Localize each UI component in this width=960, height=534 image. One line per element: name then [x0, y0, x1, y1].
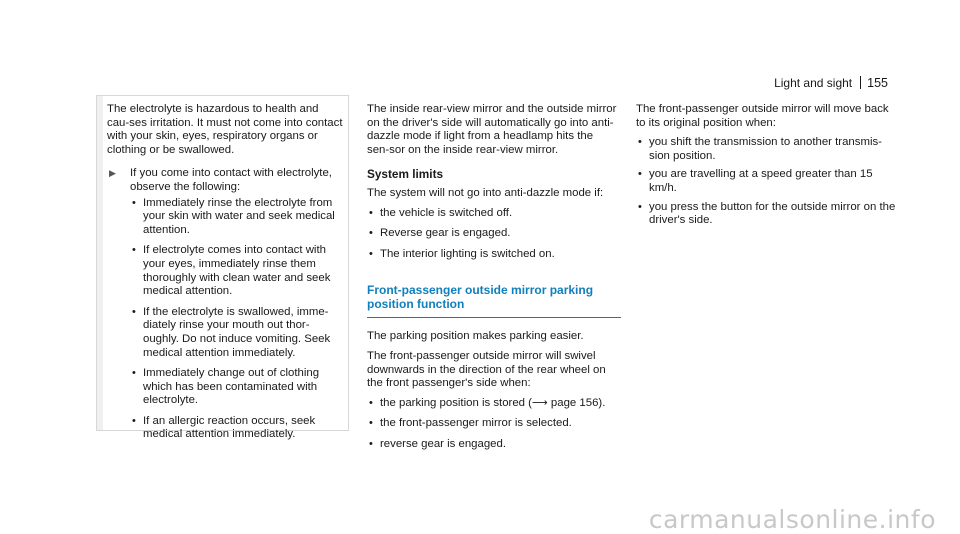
list-item: • If an allergic reaction occurs, seek medical attention immediately.	[130, 415, 343, 442]
warning-action	[107, 167, 343, 449]
list-item: • Immediately rinse the electrolyte from your skin with water and seek medical attention.	[130, 197, 343, 238]
watermark: carmanualsonline.info	[648, 505, 936, 534]
move-back-list	[636, 136, 896, 228]
move-back-intro: The front-passenger outside mirror will move back to its original position when:	[636, 103, 889, 129]
header-divider	[860, 76, 861, 89]
list-item: • the front-passenger mirror is selected.	[367, 417, 617, 431]
list-item-text: the parking position is stored (	[380, 396, 532, 409]
list-item	[367, 397, 617, 411]
anti-dazzle-paragraph: The inside rear-view mirror and the outside mirror on the driver's side will automatically go into anti-dazzle mode if light from a headlamp hits the sen-sor on the inside rear-view mirror.	[367, 103, 617, 156]
warning-box	[96, 95, 349, 441]
system-limits-list	[367, 207, 617, 262]
parking-position-heading: Front-passenger outside mirror parking position function	[367, 283, 621, 318]
list-item: • Reverse gear is engaged.	[367, 227, 617, 241]
warning-stripe	[97, 96, 103, 430]
swivel-paragraph: The front-passenger outside mirror will swivel downwards in the direction of the rear wheel on the front passenger's side when:	[367, 349, 606, 390]
swivel-conditions-list	[367, 397, 617, 452]
list-item: • The interior lighting is switched on.	[367, 248, 617, 262]
warning-intro: The electrolyte is hazardous to health and cau-ses irritation. It must not come into contact with your skin, eyes, respiratory organs or clothing or be swallowed.	[107, 103, 343, 156]
parking-position-paragraph: The parking position makes parking easier.	[367, 330, 584, 343]
list-item: • reverse gear is engaged.	[367, 438, 617, 452]
page-header	[774, 74, 888, 91]
system-limits-heading: System limits	[367, 167, 444, 182]
column-2	[367, 103, 617, 459]
list-item: • the vehicle is switched off.	[367, 207, 617, 221]
list-item: • you are travelling at a speed greater than 15 km/h.	[636, 168, 896, 195]
action-arrow-icon: ▶	[109, 168, 116, 179]
page-number: 155	[867, 76, 888, 90]
list-item: • you press the button for the outside mirror on the driver's side.	[636, 201, 896, 228]
list-item: • Immediately change out of clothing which has been contaminated with electrolyte.	[130, 367, 343, 408]
list-item: • If the electrolyte is swallowed, imme-diately rinse your mouth out thor-oughly. Do not induce vomiting. Seek medical attention immediately.	[130, 306, 343, 360]
page-reference-arrow-icon: ⟶	[531, 396, 548, 409]
warning-content	[107, 103, 343, 449]
list-item: • If electrolyte comes into contact with your eyes, immediately rinse them thoroughly with clean water and seek medical attention.	[130, 244, 343, 298]
system-limits-intro: The system will not go into anti-dazzle mode if:	[367, 186, 604, 199]
column-3	[636, 103, 896, 233]
section-title: Light and sight	[774, 76, 853, 90]
action-intro: If you come into contact with electrolyte, observe the following:	[130, 167, 332, 193]
warning-list	[130, 197, 343, 443]
list-item: • you shift the transmission to another transmis-sion position.	[636, 136, 896, 163]
page-reference-link[interactable]: page 156).	[550, 396, 606, 409]
